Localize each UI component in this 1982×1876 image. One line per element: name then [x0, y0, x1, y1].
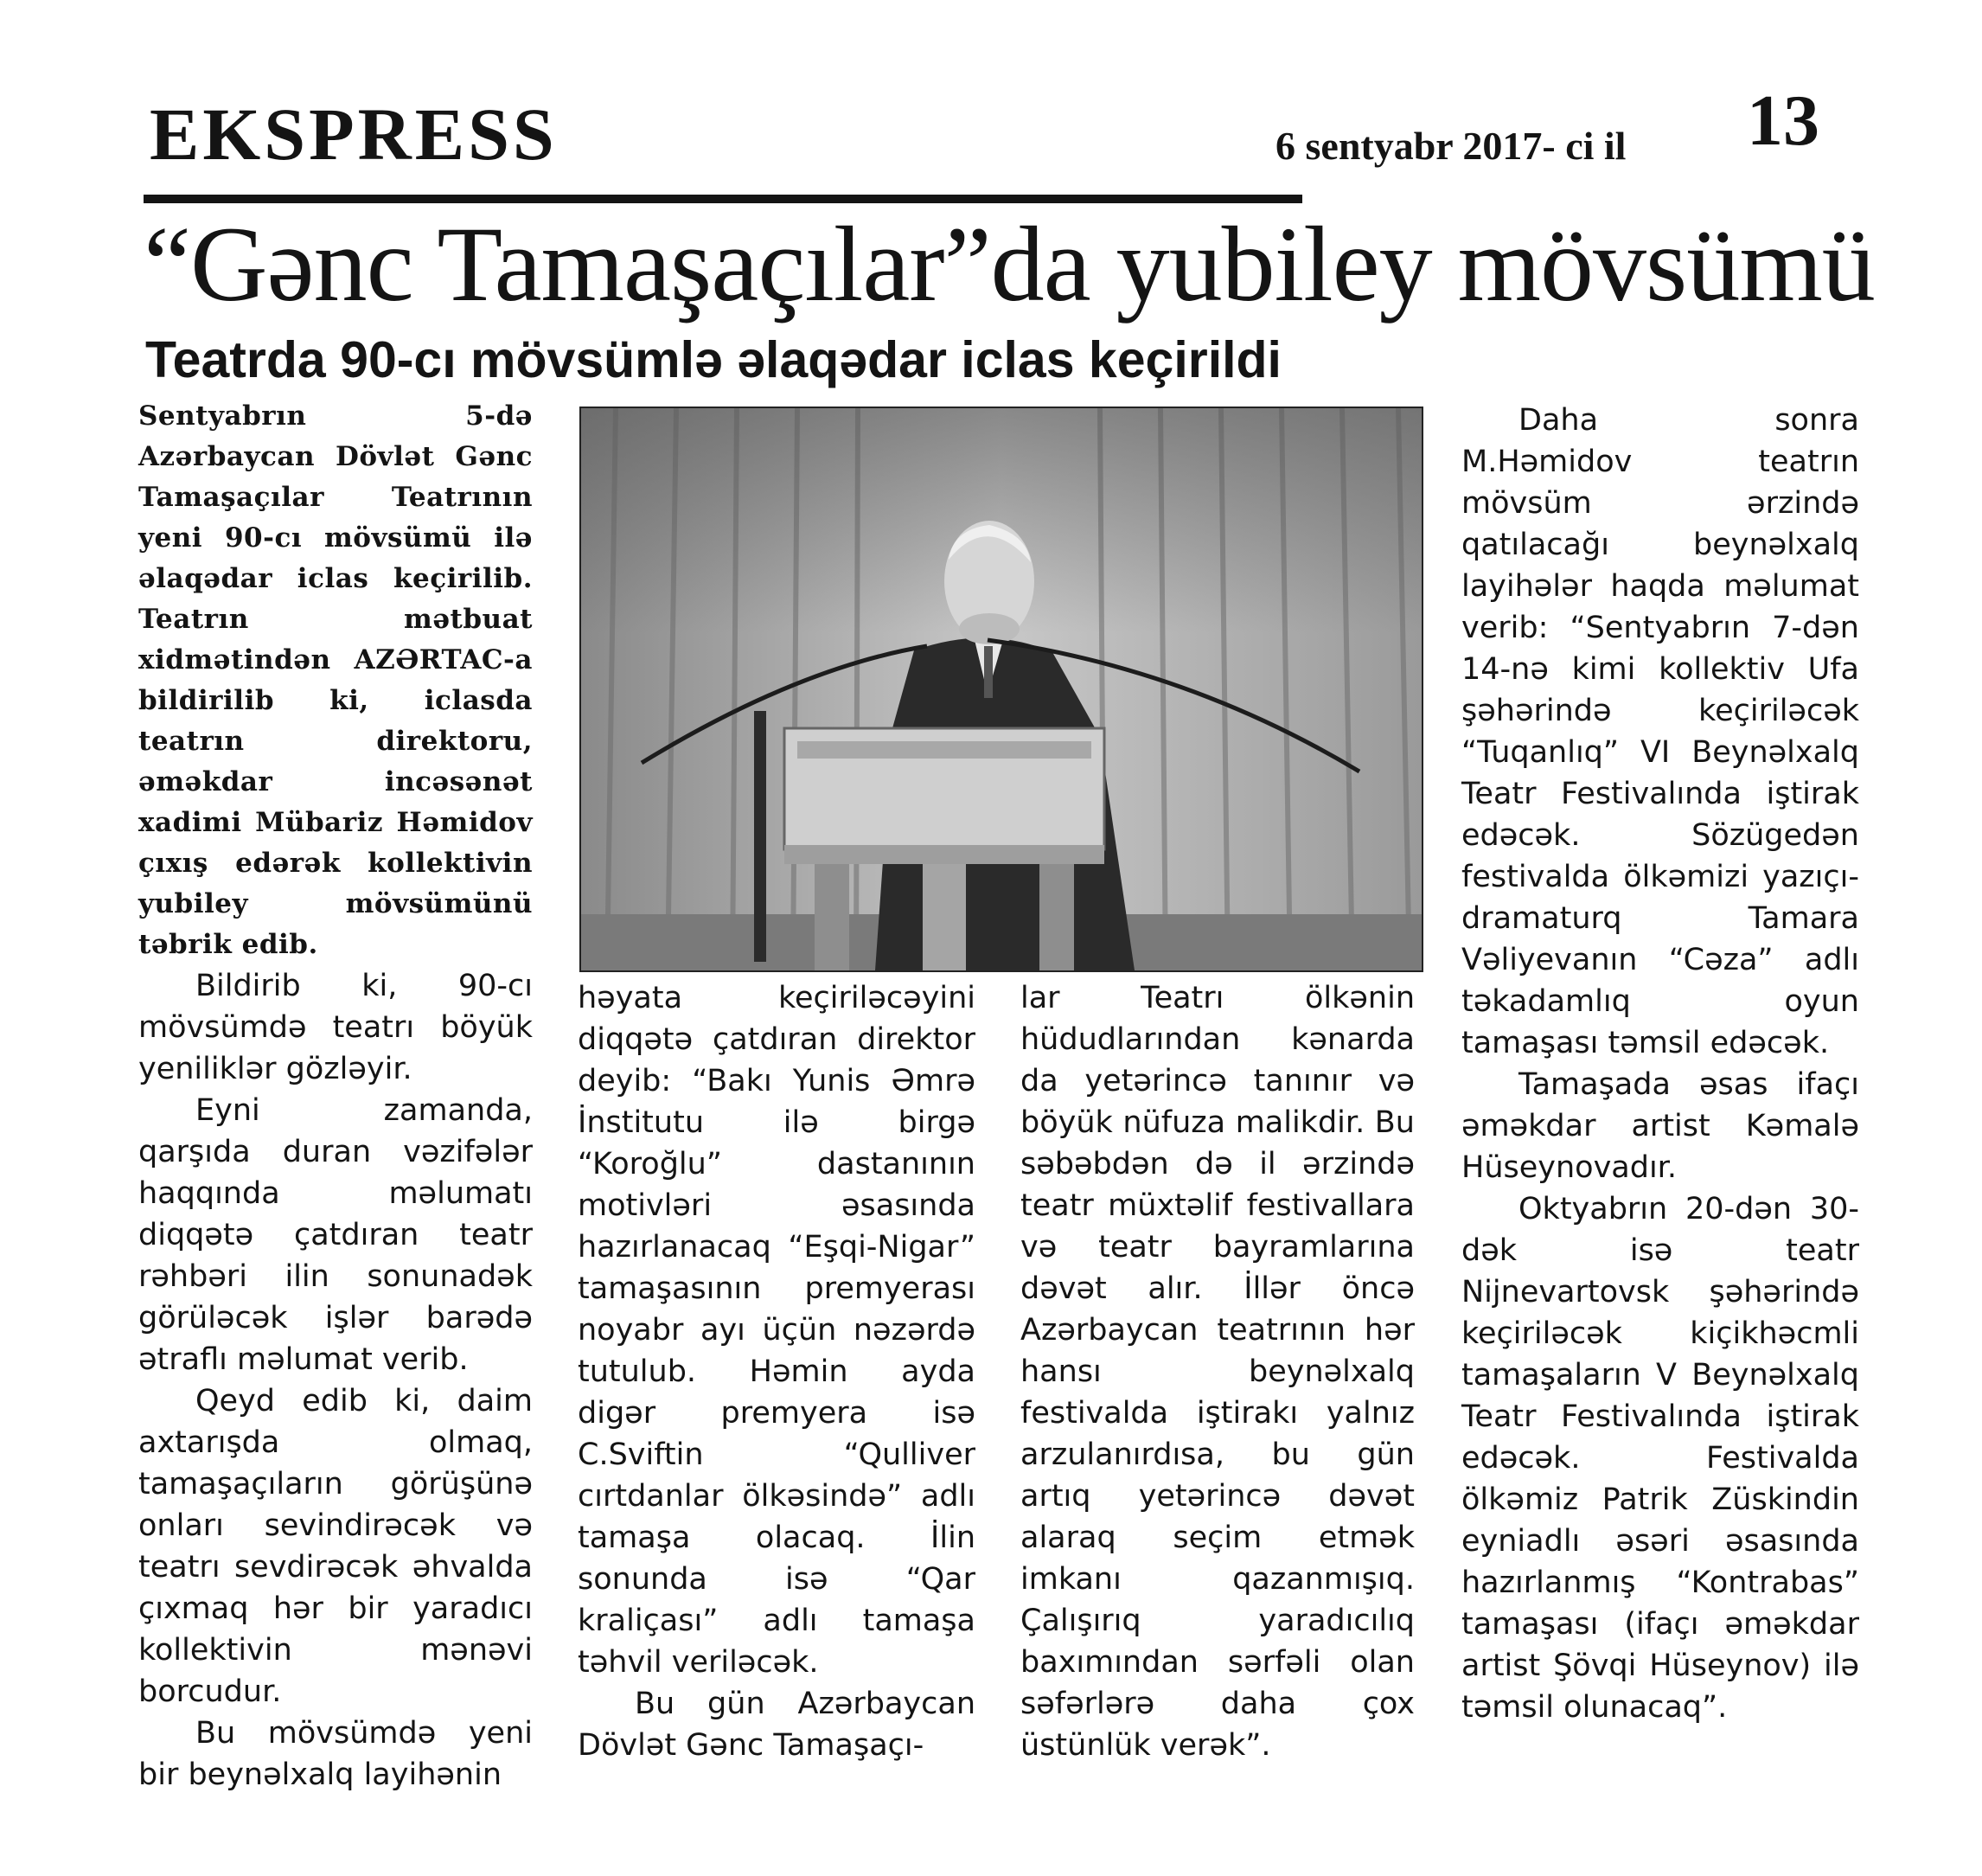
masthead-rule — [144, 195, 1302, 203]
col2-paragraph: həyata keçiriləcəyini diqqətə çatdıran direktor deyib: “Bakı Yunis Əmrə İnstitutu ilə birgə “Koroğlu” dastanının motivləri əsasında hazırlanacaq “Eşqi-Nigar” tamaşasının premyerası noyabr ayı üçün nəzərdə tutulub. Həmin ayda digər premyera isə C.Sviftin “Qulliver cırtdanlar ölkəsində” adlı tamaşa olacaq. İlin sonunda isə “Qar kraliçası” adlı tamaşa təhvil veriləcək. — [578, 981, 975, 1680]
subheadline: Teatrda 90-cı mövsümlə əlaqədar iclas keçirildi — [145, 331, 1282, 388]
col4-paragraph: Tamaşada əsas ifaçı əməkdar artist Kəmalə Hüseynovadır. — [1461, 1067, 1859, 1185]
col1-paragraph: Bildirib ki, 90-cı mövsümdə teatrı böyük yeniliklər gözləyir. — [138, 969, 533, 1086]
col3-paragraph: lar Teatrı ölkənin hüdudlarından kənarda da yetərincə tanınır və böyük nüfuza malikdir. Bu səbəbdən də il ərzində teatr müxtəlif festivallara və teatr bayramlarına dəvət alır. İllər öncə Azərbaycan teatrının hər hansı beynəlxalq festivalda iştirakı yalnız arzulanırdısa, bu gün artıq yetərincə dəvət alaraq seçim etmək imkanı qazanmışıq. Çalışırıq yaradıcılıq baxımından sərfəli olan səfərlərə daha çox üstünlük verək”. — [1020, 981, 1415, 1763]
col4-paragraph: Daha sonra M.Həmidov teatrın mövsüm ərzində qatılacağı beynəlxalq layihələr haqda məlumat verib: “Sentyabrın 7-dən 14-nə kimi kollektiv Ufa şəhərində keçiriləcək “Tuqanlıq” VI Beynəlxalq Teatr Festivalında iştirak edəcək. Sözügedən festivalda ölkəmizi yazıçı-dramaturq Tamara Vəliyevanın “Cəza” adlı təkadamlıq oyun tamaşası təmsil edəcək. — [1461, 403, 1859, 1060]
masthead-name: EKSPRESS — [150, 93, 558, 176]
page-number: 13 — [1747, 80, 1819, 161]
col4-paragraph: Oktyabrın 20-dən 30-dək isə teatr Nijnevartovsk şəhərində keçiriləcək kiçikhəcmli tamaşaların V Beynəlxalq Teatr Festivalında iştirak edəcək. Festivalda ölkəmiz Patrik Züskindin eyniadlı əsəri əsasında hazırlanmış “Kontrabas” tamaşası (ifaçı əməkdar artist Şövqi Hüseynov) ilə təmsil olunacaq”. — [1461, 1192, 1859, 1725]
lead-paragraph: Sentyabrın 5-də Azərbaycan Dövlət Gənc Tamaşaçılar Teatrının yeni 90-cı mövsümü ilə əlaqədar iclas keçirilib. Teatrın mətbuat xidmətindən AZƏRTAC-a bildirilib ki, iclasda teatrın direktoru, əməkdar incəsənət xadimi Mübariz Həmidov çıxış edərək kollektivin yubiley mövsümünü təbrik edib. — [138, 400, 533, 960]
col1-paragraph: Eyni zamanda, qarşıda duran vəzifələr haqqında məlumatı diqqətə çatdıran teatr rəhbəri ilin sonunadək görüləcək işlər barədə ətraflı məlumat verib. — [138, 1093, 533, 1377]
headline: “Gənc Tamaşaçılar”da yubiley mövsümü — [144, 205, 1875, 323]
issue-date: 6 sentyabr 2017- ci il — [1276, 124, 1627, 168]
article-photo — [579, 407, 1423, 972]
column-1 — [138, 396, 533, 1796]
column-3 — [1020, 977, 1415, 1766]
podium — [784, 728, 1104, 970]
col2-paragraph: Bu gün Azərbaycan Dövlət Gənc Tamaşaçı- — [578, 1687, 975, 1763]
column-2 — [578, 977, 975, 1766]
col1-paragraph: Qeyd edib ki, daim axtarışda olmaq, tamaşaçıların görüşünə onları sevindirəcək və teatrı sevdirəcək əhvalda çıxmaq hər bir yaradıcı kollektivin mənəvi borcudur. — [138, 1384, 533, 1709]
col1-paragraph: Bu mövsümdə yeni bir beynəlxalq layihənin — [138, 1716, 533, 1792]
speaker-at-podium-photo — [581, 408, 1422, 970]
column-4 — [1461, 400, 1859, 1728]
